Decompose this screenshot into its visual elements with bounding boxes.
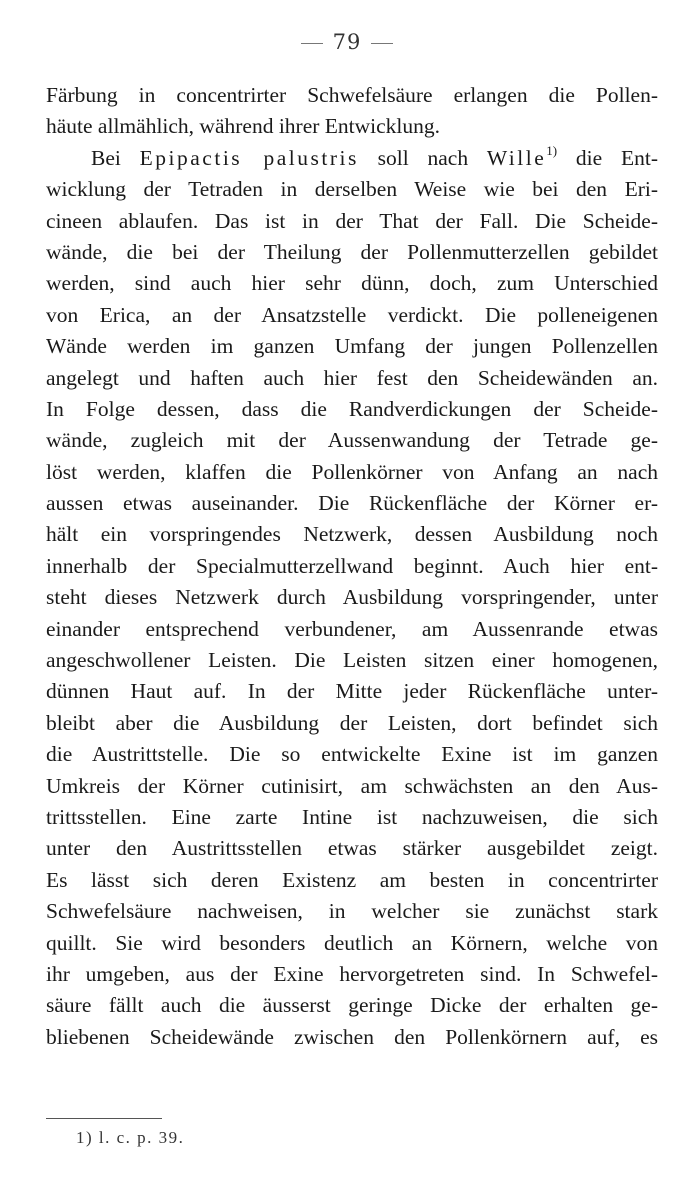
text-line: löst werden, klaffen die Pollenkörner von Anfang an nach	[46, 459, 658, 484]
species-name: Epipactis palustris	[139, 145, 359, 170]
header-dash-right	[371, 43, 393, 44]
text-line: quillt. Sie wird besonders deutlich an Körnern, welche von	[46, 930, 658, 955]
text-line: innerhalb der Specialmutterzellwand beginnt. Auch hier ent-	[46, 553, 658, 578]
text-fragment: Bei	[91, 145, 140, 170]
text-line: Umkreis der Körner cutinisirt, am schwächsten an den Aus-	[46, 773, 658, 798]
text-line: häute allmählich, während ihrer Entwicklung.	[46, 114, 441, 139]
paragraph-1	[46, 80, 658, 143]
text-line: In Folge dessen, dass die Randverdickungen der Scheide-	[46, 396, 658, 421]
author-name: Wille	[486, 145, 547, 170]
page-header	[0, 30, 694, 54]
page-number: 79	[332, 30, 362, 54]
paragraph-2	[46, 143, 658, 1053]
text-fragment: die Ent-	[557, 145, 658, 170]
text-line: hält ein vorspringendes Netzwerk, dessen Ausbildung noch	[46, 522, 658, 547]
text-line: aussen etwas auseinander. Die Rückenfläche der Körner er-	[46, 491, 658, 516]
text-line: trittsstellen. Eine zarte Intine ist nachzuweisen, die sich	[46, 804, 658, 829]
text-line: angeschwollener Leisten. Die Leisten sitzen einer homogenen,	[46, 648, 658, 673]
text-line: die Austrittstelle. Die so entwickelte Exine ist im ganzen	[46, 742, 658, 767]
text-line: einander entsprechend verbundener, am Aussenrande etwas	[46, 616, 658, 641]
text-line: dünnen Haut auf. In der Mitte jeder Rückenfläche unter-	[46, 679, 658, 704]
text-line: bliebenen Scheidewände zwischen den Pollenkörnern auf, es	[46, 1024, 658, 1049]
text-line: werden, sind auch hier sehr dünn, doch, zum Unterschied	[46, 271, 658, 296]
text-line: steht dieses Netzwerk durch Ausbildung vorspringender, unter	[46, 585, 658, 610]
text-line: ihr umgeben, aus der Exine hervorgetreten sind. In Schwefel-	[46, 961, 658, 986]
text-line: Schwefelsäure nachweisen, in welcher sie zunächst stark	[46, 899, 658, 924]
text-line: wände, die bei der Theilung der Pollenmutterzellen gebildet	[46, 239, 658, 264]
text-line: cineen ablaufen. Das ist in der That der Fall. Die Scheide-	[46, 208, 658, 233]
text-line: säure fällt auch die äusserst geringe Dicke der erhalten ge-	[46, 993, 658, 1018]
text-line: von Erica, an der Ansatzstelle verdickt. Die polleneigenen	[46, 302, 658, 327]
text-line: unter den Austrittsstellen etwas stärker ausgebildet zeigt.	[46, 836, 658, 861]
text-line: bleibt aber die Ausbildung der Leisten, dort befindet sich	[46, 710, 658, 735]
text-line: Färbung in concentrirter Schwefelsäure erlangen die Pollen-	[46, 83, 658, 107]
header-dash-left	[301, 43, 323, 44]
text-fragment: soll nach	[358, 145, 487, 170]
text-line: wände, zugleich mit der Aussenwandung der Tetrade ge-	[46, 428, 658, 453]
footnote-divider	[46, 1118, 162, 1119]
text-line: Wände werden im ganzen Umfang der jungen Pollenzellen	[46, 334, 658, 359]
text-line: wicklung der Tetraden in derselben Weise wie bei den Eri-	[46, 177, 658, 202]
footnote-marker: 1)	[546, 142, 558, 158]
body-text	[46, 80, 658, 1053]
footnote: 1) l. c. p. 39.	[76, 1128, 185, 1147]
text-line: angelegt und haften auch hier fest den Scheidewänden an.	[46, 365, 658, 390]
text-line-first	[46, 143, 658, 174]
text-line: Es lässt sich deren Existenz am besten in concentrirter	[46, 867, 658, 892]
